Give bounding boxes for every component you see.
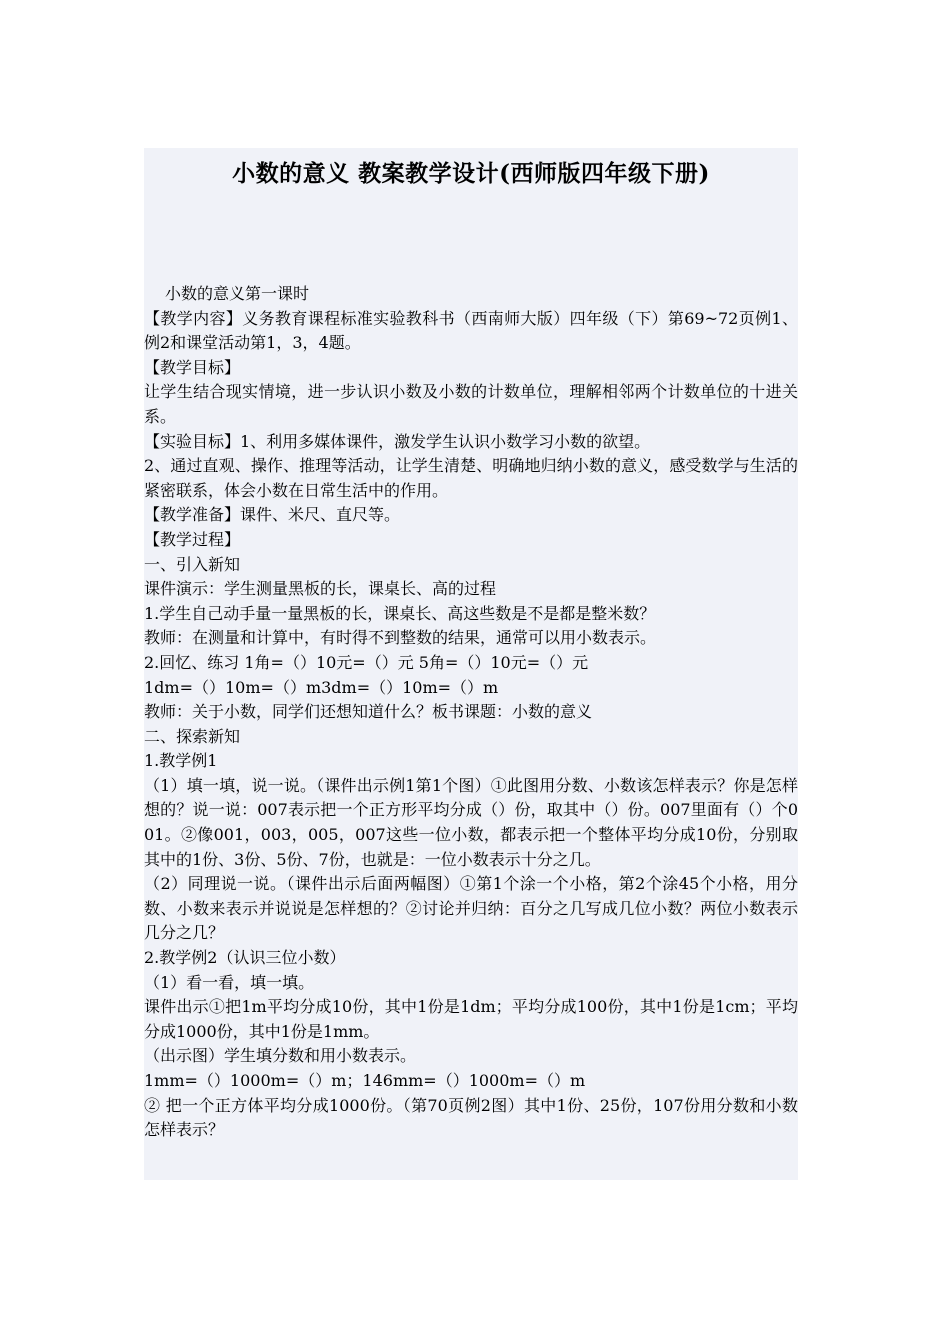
paragraph-teaching-preparation: 【教学准备】课件、米尺、直尺等。 (144, 505, 401, 525)
paragraph-example-1-heading: 1.教学例1 (144, 751, 218, 771)
document-body (144, 282, 798, 1143)
document-page (144, 148, 798, 1180)
section-heading-explore: 二、探索新知 (144, 726, 241, 746)
document-title: 小数的意义 教案教学设计(西师版四年级下册) (232, 160, 710, 187)
paragraph-step-1: 1.学生自己动手量一量黑板的长，课桌长、高这些数是不是都是整米数？ (144, 603, 656, 623)
heading-teaching-process: 【教学过程】 (144, 529, 241, 549)
paragraph-teacher-note-1: 教师：在测量和计算中，有时得不到整数的结果，通常可以用小数表示。 (144, 628, 657, 648)
section-heading-introduce: 一、引入新知 (144, 554, 241, 574)
paragraph-teaching-goals: 让学生结合现实情境，进一步认识小数及小数的计数单位，理解相邻两个计数单位的十进关系。 (144, 382, 798, 426)
paragraph-example-2-heading: 2.教学例2（认识三位小数） (144, 948, 346, 968)
paragraph-step-2: 2.回忆、练习 1角=（）10元=（）元 5角=（）10元=（）元 (144, 652, 589, 672)
paragraph-show-figure: （出示图）学生填分数和用小数表示。 (144, 1046, 417, 1066)
paragraph-teaching-content: 【教学内容】义务教育课程标准实验教科书（西南师大版）四年级（下）第69~72页例1、例2和课堂活动第1，3，4题。 (144, 308, 798, 353)
paragraph-example-1-part-2: （2）同理说一说。（课件出示后面两幅图）①第1个涂一个小格，第2个涂45个小格，用分数、小数来表示并说说是怎样想的？②讨论并归纳：百分之几写成几位小数？两位小数表示几分之几？ (144, 874, 798, 943)
paragraph-experiment-goals: 【实验目标】1、利用多媒体课件，激发学生认识小数学习小数的欲望。 (144, 431, 651, 451)
paragraph-example-2-part-1: （1）看一看，填一填。 (144, 972, 315, 992)
paragraph-teacher-note-2: 教师：关于小数，同学们还想知道什么？板书课题：小数的意义 (144, 702, 593, 722)
paragraph-courseware-show: 课件出示①把1m平均分成10份，其中1份是1dm；平均分成100份，其中1份是1cm；平均分成1000份，其中1份是1mm。 (144, 997, 798, 1041)
paragraph-mm-exercise: 1mm=（）1000m=（）m；146mm=（）1000m=（）m (144, 1071, 586, 1090)
paragraph-example-1-part-1: （1）填一填，说一说。（课件出示例1第1个图）①此图用分数、小数该怎样表示？你是怎样想的？说一说：007表示把一个正方形平均分成（）份，取其中（）份。007里面有（）个001。②像001，003，005，007这些一位小数，都表示把一个整体平均分成10份，分别取其中的1份、3份、5份、7份，也就是：一位小数表示十分之几。 (144, 775, 798, 869)
paragraph-exercise-line: 1dm=（）10m=（）m3dm=（）10m=（）m (144, 677, 499, 697)
paragraph-courseware-demo: 课件演示：学生测量黑板的长，课桌长、高的过程 (144, 579, 497, 599)
paragraph-experiment-goals-2: 2、通过直观、操作、推理等活动，让学生清楚、明确地归纳小数的意义，感受数学与生活的紧密联系，体会小数在日常生活中的作用。 (144, 456, 798, 500)
heading-teaching-goals: 【教学目标】 (144, 357, 241, 377)
paragraph-cube-question: ② 把一个正方体平均分成1000份。（第70页例2图）其中1份、25份，107份用分数和小数怎样表示？ (144, 1095, 798, 1140)
lesson-subtitle: 小数的意义第一课时 (165, 284, 310, 303)
